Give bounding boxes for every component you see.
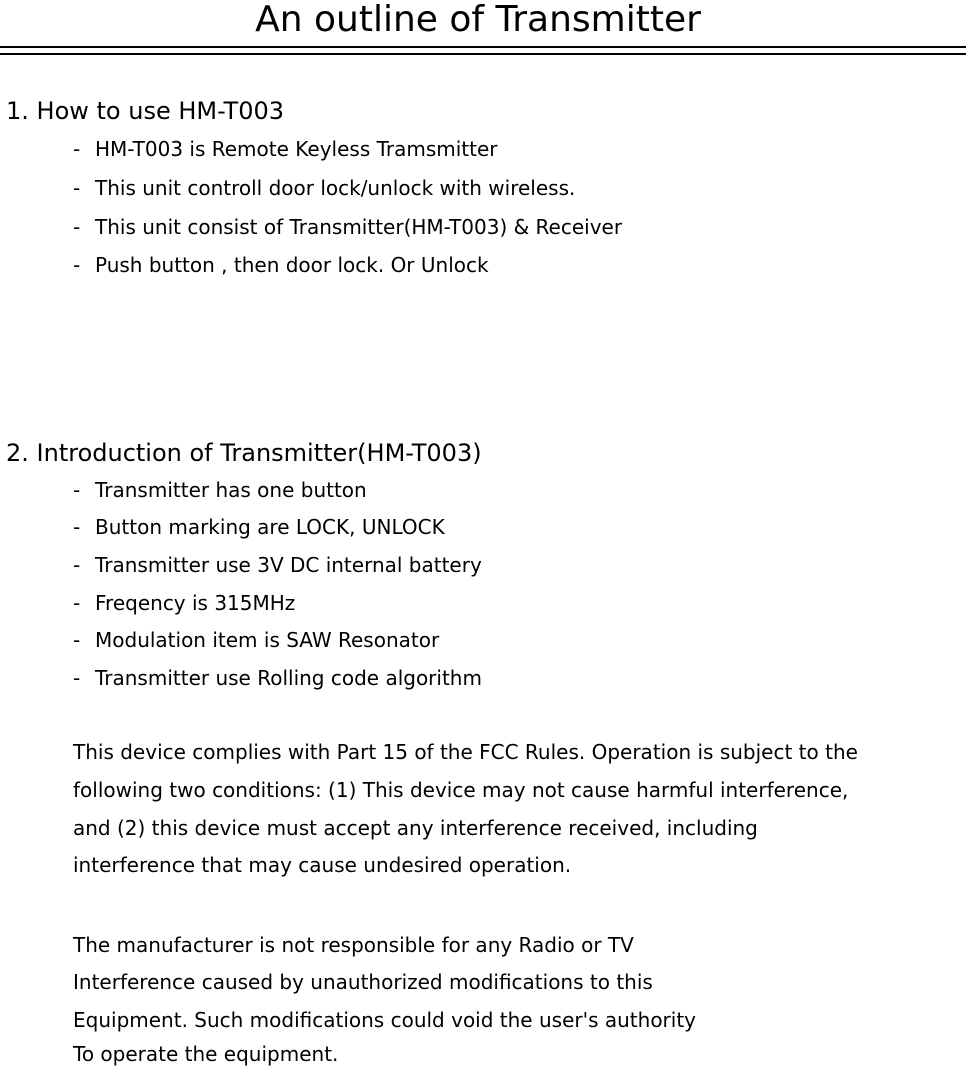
- section-1-bullet: [73, 253, 489, 277]
- section-2-bullet: [73, 553, 482, 577]
- section-1-bullet: [73, 176, 575, 200]
- bullet-dash: -: [73, 515, 81, 539]
- fcc-statement-line: following two conditions: (1) This device may not cause harmful interference,: [73, 778, 849, 802]
- section-2-bullet: [73, 515, 445, 539]
- bullet-dash: -: [73, 628, 81, 652]
- section-1-bullet: [73, 215, 622, 239]
- fcc-statement-line: and (2) this device must accept any interference received, including: [73, 816, 758, 840]
- bullet-text: Button marking are LOCK, UNLOCK: [95, 515, 445, 539]
- manufacturer-statement-line: Interference caused by unauthorized modifications to this: [73, 970, 653, 994]
- section-2-heading: 2. Introduction of Transmitter(HM-T003): [6, 439, 482, 467]
- bullet-text: Freqency is 315MHz: [95, 591, 296, 615]
- bullet-dash: -: [73, 553, 81, 577]
- manufacturer-statement-line: Equipment. Such modifications could void the user's authority: [73, 1008, 697, 1032]
- bullet-text: Modulation item is SAW Resonator: [95, 628, 440, 652]
- bullet-dash: -: [73, 137, 81, 161]
- bullet-text: Transmitter has one button: [95, 478, 367, 502]
- bullet-dash: -: [73, 253, 81, 277]
- section-1-bullet: [73, 137, 498, 161]
- bullet-text: HM-T003 is Remote Keyless Tramsmitter: [95, 137, 498, 161]
- fcc-statement-line: This device complies with Part 15 of the FCC Rules. Operation is subject to the: [73, 740, 858, 764]
- bullet-text: Transmitter use 3V DC internal battery: [95, 553, 482, 577]
- fcc-statement-line: interference that may cause undesired operation.: [73, 853, 572, 877]
- title-rule-bottom: [0, 53, 966, 55]
- bullet-text: Transmitter use Rolling code algorithm: [95, 666, 482, 690]
- section-1-heading: 1. How to use HM-T003: [6, 97, 285, 125]
- bullet-dash: -: [73, 215, 81, 239]
- bullet-dash: -: [73, 666, 81, 690]
- bullet-dash: -: [73, 591, 81, 615]
- manufacturer-statement-line: To operate the equipment.: [73, 1042, 339, 1066]
- bullet-text: Push button , then door lock. Or Unlock: [95, 253, 489, 277]
- title-rule-top: [0, 46, 966, 48]
- document-title: An outline of Transmitter: [255, 0, 701, 40]
- bullet-dash: -: [73, 478, 81, 502]
- bullet-text: This unit consist of Transmitter(HM-T003) & Receiver: [95, 215, 623, 239]
- manufacturer-statement-line: The manufacturer is not responsible for any Radio or TV: [73, 933, 634, 957]
- section-2-bullet: [73, 478, 367, 502]
- section-2-bullet: [73, 591, 295, 615]
- bullet-dash: -: [73, 176, 81, 200]
- bullet-text: This unit controll door lock/unlock with wireless.: [95, 176, 576, 200]
- section-2-bullet: [73, 666, 482, 690]
- section-2-bullet: [73, 628, 439, 652]
